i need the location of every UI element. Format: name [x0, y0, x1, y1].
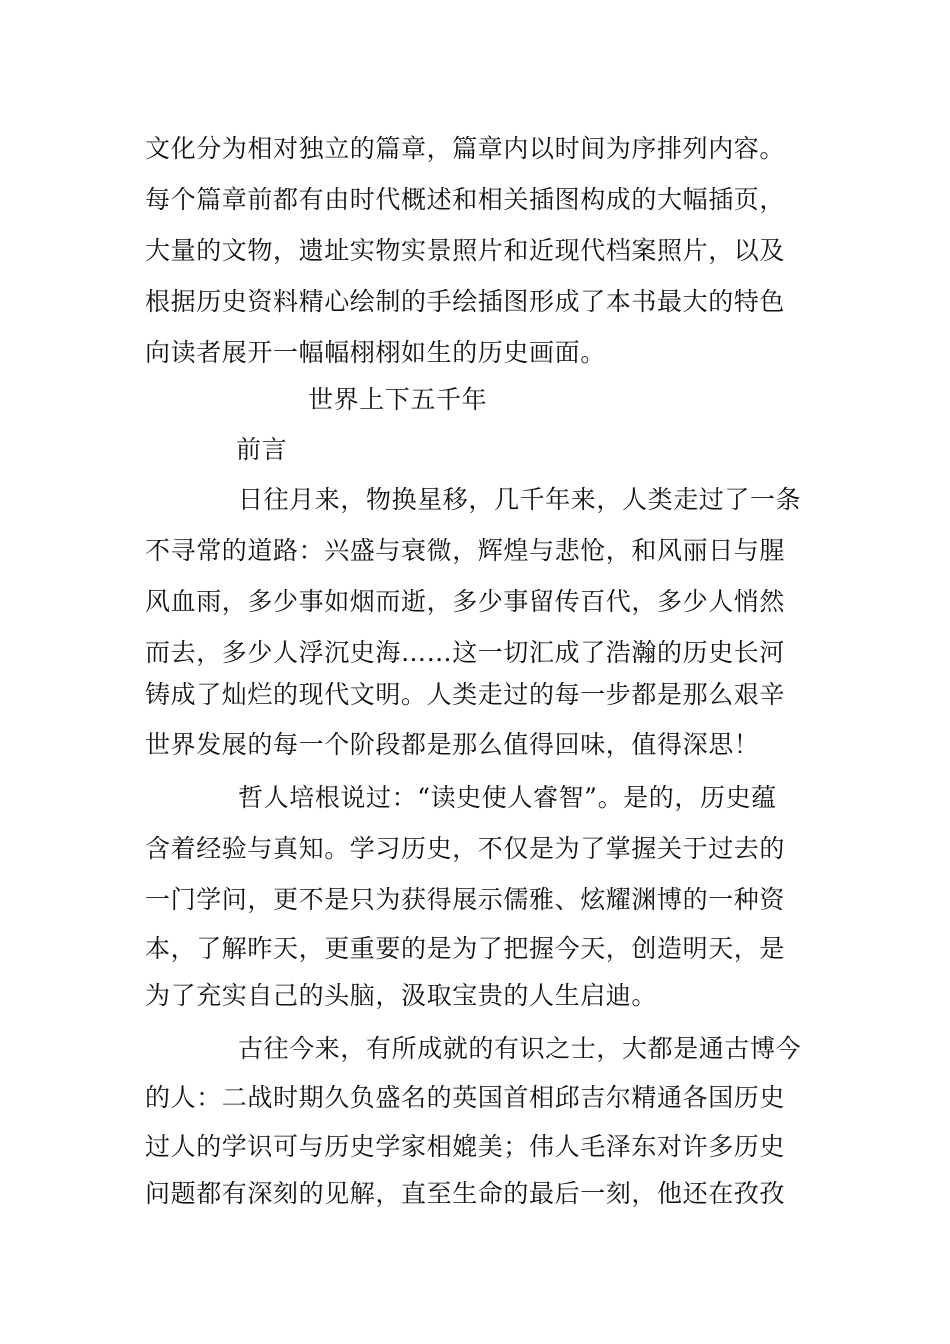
preface-heading: 前言 — [236, 435, 288, 464]
paragraph-2-line-1: 哲人培根说过：“读史使人睿智”。是的，历史蕴 — [238, 783, 777, 812]
text-line-2: 每个篇章前都有由时代概述和相关插图构成的大幅插页， — [145, 185, 786, 214]
paragraph-1-line-4: 而去，多少人浮沉史海……这一切汇成了浩瀚的历史长河 — [145, 638, 786, 667]
paragraph-2-line-5: 为了充实自己的头脑，汲取宝贵的人生启迪。 — [145, 981, 658, 1010]
paragraph-1-line-6: 世界发展的每一个阶段都是那么值得回味，值得深思！ — [145, 730, 760, 759]
paragraph-2-line-4: 本，了解昨天，更重要的是为了把握今天，创造明天，是 — [145, 934, 786, 963]
text-line-4: 根据历史资料精心绘制的手绘插图形成了本书最大的特色 — [145, 287, 786, 316]
paragraph-3-line-2: 的人：二战时期久负盛名的英国首相邱吉尔精通各国历史 — [145, 1083, 786, 1112]
text-line-3: 大量的文物，遗址实物实景照片和近现代档案照片，以及 — [145, 236, 786, 265]
paragraph-1-line-2: 不寻常的道路：兴盛与衰微，辉煌与悲怆，和风丽日与腥 — [145, 536, 786, 565]
paragraph-2-line-2: 含着经验与真知。学习历史，不仅是为了掌握关于过去的 — [145, 834, 786, 863]
text-line-1: 文化分为相对独立的篇章，篇章内以时间为序排列内容。 — [145, 134, 786, 163]
text-line-5: 向读者展开一幅幅栩栩如生的历史画面。 — [145, 338, 606, 367]
paragraph-2-line-3: 一门学问，更不是只为获得展示儒雅、炫耀渊博的一种资 — [145, 885, 786, 914]
paragraph-3-line-1: 古往今来，有所成就的有识之士，大都是通古博今 — [238, 1034, 802, 1063]
paragraph-3-line-3: 过人的学识可与历史学家相媲美；伟人毛泽东对许多历史 — [145, 1132, 786, 1161]
paragraph-3-line-4: 问题都有深刻的见解，直至生命的最后一刻，他还在孜孜 — [145, 1179, 786, 1208]
paragraph-1-line-5: 铸成了灿烂的现代文明。人类走过的每一步都是那么艰辛 — [145, 680, 786, 709]
section-title: 世界上下五千年 — [308, 385, 488, 414]
paragraph-1-line-1: 日往月来，物换星移，几千年来，人类走过了一条 — [238, 485, 802, 514]
paragraph-1-line-3: 风血雨，多少事如烟而逝，多少事留传百代，多少人悄然 — [145, 587, 786, 616]
